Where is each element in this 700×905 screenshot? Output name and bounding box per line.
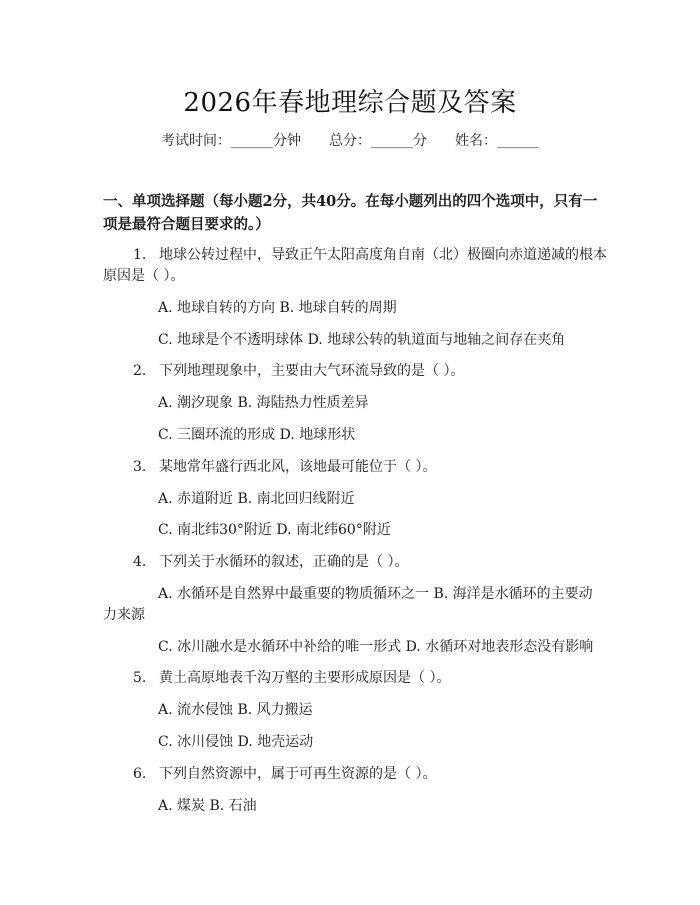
question-stem: 黄土高原地表千沟万壑的主要形成原因是（ ）。 — [159, 670, 451, 686]
question-4 — [133, 551, 408, 571]
question-number: 5. — [133, 670, 147, 686]
question-stem: 下列自然资源中，属于可再生资源的是（ ）。 — [159, 766, 437, 782]
question-2 — [133, 360, 464, 380]
total-score-field: 总分：______分 — [329, 133, 427, 149]
question-stem: 某地常年盛行西北风，该地最可能位于（ ）。 — [159, 459, 437, 475]
question-5 — [133, 667, 450, 687]
question-stem: 地球公转过程中，导致正午太阳高度角自南（北）极圈向赤道递减的根本 — [159, 247, 607, 263]
question-number: 3. — [133, 459, 147, 475]
question-1-options-ab: A. 地球自转的方向 B. 地球自转的周期 — [158, 300, 397, 316]
question-number: 1. — [133, 247, 147, 263]
question-5-options-ab: A. 流水侵蚀 B. 风力搬运 — [158, 702, 313, 718]
option-continuation: 力来源 — [103, 607, 145, 623]
question-4-options-ab: A. 水循环是自然界中最重要的物质循环之一 B. 海洋是水循环的主要动 — [158, 586, 593, 602]
question-3-options-ab: A. 赤道附近 B. 南北回归线附近 — [158, 491, 355, 507]
question-stem: 下列关于水循环的叙述，正确的是（ ）。 — [159, 554, 409, 570]
question-4-options-cd: C. 冰川融水是水循环中补给的唯一形式 D. 水循环对地表形态没有影响 — [158, 639, 594, 655]
question-6-options-ab: A. 煤炭 B. 石油 — [158, 798, 257, 814]
section-heading: 一、单项选择题（每小题2分，共40分。在每小题列出的四个选项中，只有一项是最符合题目要求的。） — [103, 193, 598, 233]
question-2-options-ab: A. 潮汐现象 B. 海陆热力性质差异 — [158, 395, 369, 411]
question-5-options-cd: C. 冰川侵蚀 D. 地壳运动 — [158, 734, 314, 750]
question-1 — [133, 244, 607, 264]
question-number: 2. — [133, 363, 147, 379]
question-number: 6. — [133, 766, 147, 782]
page-title: 2026年春地理综合题及答案 — [183, 88, 517, 118]
question-3 — [133, 456, 436, 476]
exam-time-field: 考试时间：______分钟 — [161, 133, 301, 149]
exam-meta — [0, 130, 700, 150]
student-name-field: 姓名：______ — [455, 133, 539, 149]
question-3-options-cd: C. 南北纬30°附近 D. 南北纬60°附近 — [158, 522, 391, 538]
question-stem: 下列地理现象中，主要由大气环流导致的是（ ）。 — [159, 363, 465, 379]
question-stem-continuation: 原因是（ ）。 — [103, 268, 185, 284]
question-1-options-cd: C. 地球是个不透明球体 D. 地球公转的轨道面与地轴之间存在夹角 — [158, 332, 566, 348]
question-number: 4. — [133, 554, 147, 570]
question-6 — [133, 763, 436, 783]
question-2-options-cd: C. 三圈环流的形成 D. 地球形状 — [158, 427, 356, 443]
